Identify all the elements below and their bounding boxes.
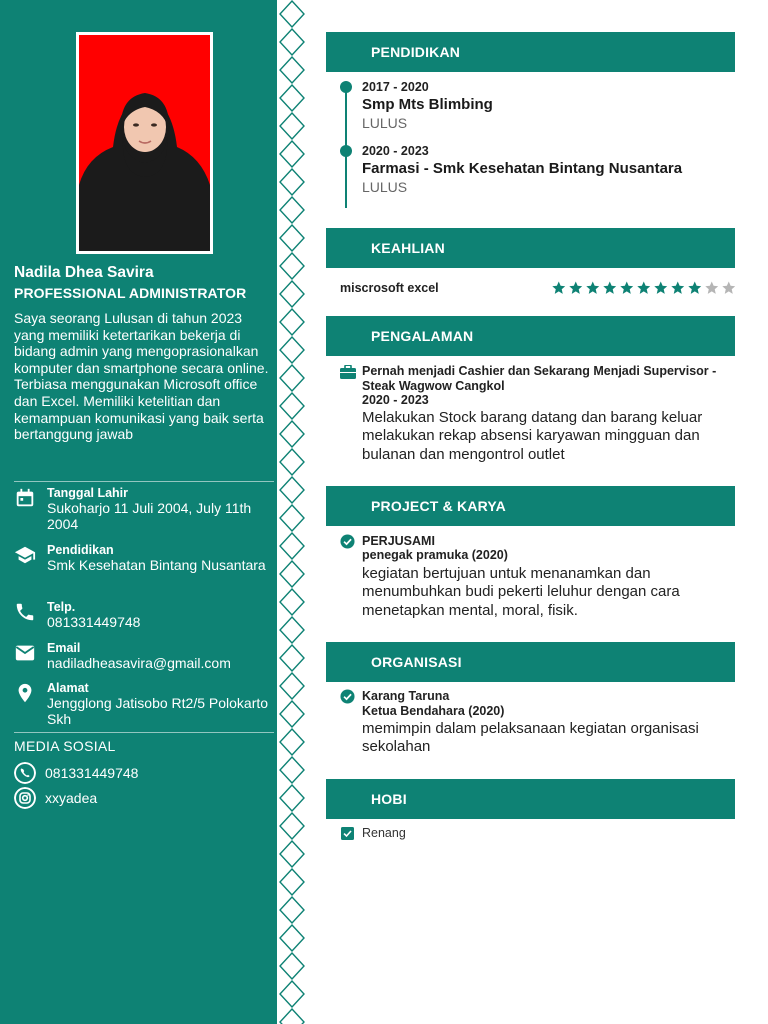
education-status: LULUS: [362, 115, 408, 131]
check-circle-icon: [340, 534, 355, 549]
project-description: kegiatan bertujuan untuk menanamkan dan menumbuhkan budi pekerti leluhur dengan cara menetapkan mental, moral, fisik.: [362, 565, 680, 619]
education-school: Smp Mts Blimbing: [362, 96, 493, 113]
profile-photo-frame: [76, 32, 213, 254]
star-filled-icon: [636, 280, 652, 296]
info-label: Pendidikan: [47, 543, 114, 557]
location-pin-icon: [14, 682, 36, 704]
star-filled-icon: [568, 280, 584, 296]
sidebar-divider: [14, 732, 274, 733]
experience-period: 2020 - 2023: [362, 393, 429, 407]
section-header-organization: ORGANISASI: [326, 642, 735, 682]
experience-description: Melakukan Stock barang datang dan barang keluar melakukan rekap absensi karyawan mingguan dan bulanan dan mengontrol outlet: [362, 409, 703, 463]
envelope-icon: [14, 642, 36, 664]
info-value: 081331449748: [47, 614, 141, 630]
whatsapp-number[interactable]: 081331449748: [45, 765, 139, 781]
organization-description: memimpin dalam pelaksanaan kegiatan organisasi sekolahan: [362, 720, 699, 756]
social-media-title: MEDIA SOSIAL: [14, 738, 116, 754]
info-value: Jengglong Jatisobo Rt2/5 Polokarto Skh: [47, 695, 269, 727]
section-header-projects: PROJECT & KARYA: [326, 486, 735, 526]
star-filled-icon: [670, 280, 686, 296]
info-value: Smk Kesehatan Bintang Nusantara: [47, 557, 266, 573]
sidebar-divider: [14, 481, 274, 482]
section-header-education: PENDIDIKAN: [326, 32, 735, 72]
info-value: nadiladheasavira@gmail.com: [47, 655, 231, 671]
star-filled-icon: [687, 280, 703, 296]
project-subtitle: penegak pramuka (2020): [362, 548, 508, 562]
checkbox-icon: [341, 827, 354, 840]
info-value: Sukoharjo 11 Juli 2004, July 11th 2004: [47, 500, 252, 532]
info-label: Telp.: [47, 600, 76, 614]
project-title: PERJUSAMI: [362, 534, 435, 548]
star-empty-icon: [704, 280, 720, 296]
star-empty-icon: [721, 280, 737, 296]
info-label: Email: [47, 641, 81, 655]
skill-rating: [551, 280, 737, 298]
section-header-experience: PENGALAMAN: [326, 316, 735, 356]
hobby-item: Renang: [362, 826, 406, 840]
section-header-hobbies: HOBI: [326, 779, 735, 819]
star-filled-icon: [602, 280, 618, 296]
education-status: LULUS: [362, 179, 408, 195]
education-years: 2020 - 2023: [362, 144, 429, 158]
star-filled-icon: [551, 280, 567, 296]
profile-summary: Saya seorang Lulusan di tahun 2023 yang memiliki ketertarikan bekerja di bidang admin yang mengoprasionalkan komputer dan smartphone secara online. Terbiasa menggunakan Microsoft office dan Excel. Memiliki ketelitian dan kemampuan komunikasi yang baik serta bertanggung jawab: [14, 310, 269, 443]
skill-row: [340, 280, 736, 298]
social-instagram[interactable]: [14, 787, 254, 809]
skill-name: miscrosoft excel: [340, 281, 439, 295]
organization-title: Karang Taruna: [362, 689, 450, 703]
organization-role: Ketua Bendahara (2020): [362, 704, 505, 718]
instagram-handle[interactable]: xxyadea: [45, 790, 98, 806]
social-whatsapp[interactable]: [14, 762, 254, 784]
star-filled-icon: [585, 280, 601, 296]
job-title: PROFESSIONAL ADMINISTRATOR: [14, 285, 247, 301]
calendar-icon: [14, 487, 36, 509]
education-years: 2017 - 2020: [362, 80, 429, 94]
check-circle-icon: [340, 689, 355, 704]
info-label: Tanggal Lahir: [47, 486, 129, 500]
profile-photo: [79, 35, 210, 251]
timeline-dot: [340, 145, 352, 157]
instagram-icon: [14, 787, 36, 809]
graduation-cap-icon: [14, 544, 36, 566]
experience-title: Pernah menjadi Cashier dan Sekarang Menjadi Supervisor - Steak Wagwow Cangkol: [362, 364, 717, 393]
education-school: Farmasi - Smk Kesehatan Bintang Nusantara: [362, 160, 683, 177]
whatsapp-icon: [14, 762, 36, 784]
sidebar: [0, 0, 277, 1024]
star-filled-icon: [619, 280, 635, 296]
section-header-skills: KEAHLIAN: [326, 228, 735, 268]
briefcase-icon: [340, 365, 356, 379]
phone-icon: [14, 601, 36, 623]
info-label: Alamat: [47, 681, 89, 695]
full-name: Nadila Dhea Savira: [14, 264, 154, 281]
star-filled-icon: [653, 280, 669, 296]
timeline-dot: [340, 81, 352, 93]
decorative-diamond-pattern: [277, 0, 307, 1024]
